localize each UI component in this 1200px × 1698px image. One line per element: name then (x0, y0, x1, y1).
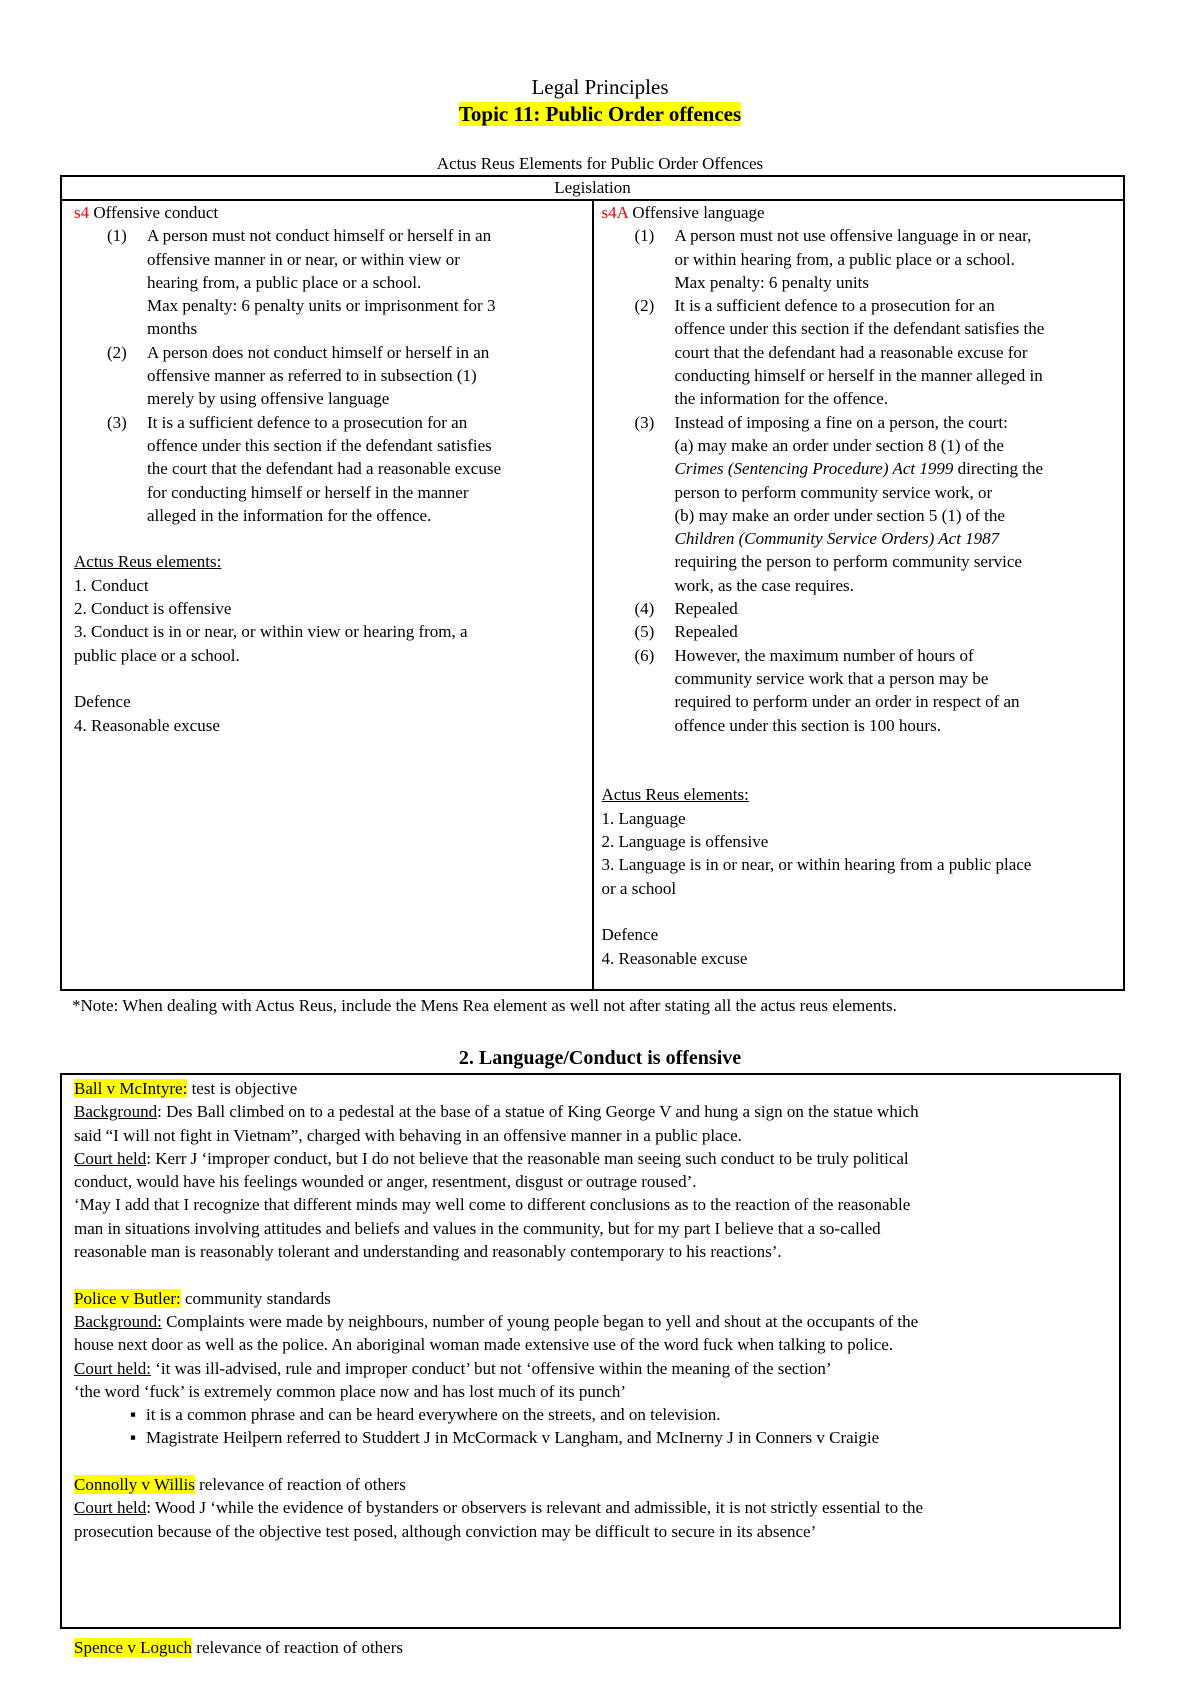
text-line: prosecution because of the objective test posed, although conviction may be difficult to secure in its absence’ (74, 1521, 817, 1541)
text-line: offence under this section if the defendant satisfies the (674, 319, 1045, 339)
subsection-number: (1) (107, 226, 127, 246)
legislation-header-row (61, 176, 1124, 200)
case-tag: community standards (180, 1288, 331, 1308)
s4a-defence-heading: Defence (601, 925, 659, 945)
bullet-item (74, 1426, 1119, 1449)
text-line: Max penalty: 6 penalty units or imprisonment for 3 (147, 296, 496, 316)
text-line: offensive manner in or near, or within view or (147, 249, 460, 269)
text-line: (b) may make an order under section 5 (1) of the (674, 505, 1005, 525)
bullet-icon: ▪ (130, 1428, 137, 1448)
s4-subsections (74, 224, 587, 527)
bullet-text: it is a common phrase and can be heard everywhere on the streets, and on television. (146, 1405, 721, 1425)
s4a-subsections (602, 224, 1119, 737)
s4-subsection-2 (74, 341, 587, 411)
text-line: A person must not use offensive language in or near, (674, 226, 1032, 246)
text-line: Instead of imposing a fine on a person, the court: (674, 412, 1008, 432)
bullet-icon: ▪ (130, 1405, 137, 1425)
s4a-subsection-6 (602, 644, 1119, 737)
bullet-text: Magistrate Heilpern referred to Studdert J in McCormack v Langham, and McInerny J in Conners v Craigie (146, 1428, 880, 1448)
case-court-held (74, 1147, 1119, 1170)
text-fragment: : Wood J ‘while the evidence of bystanders or observers is relevant and admissible, it is not strictly essential to the (146, 1498, 924, 1518)
s4-heading (74, 201, 587, 224)
s4-actus-reus-item: 1. Conduct (74, 575, 149, 595)
act-title: Children (Community Service Orders) Act 1987 (674, 529, 1000, 549)
topic-title (0, 101, 1200, 127)
topic-title-highlight: Topic 11: Public Order offences (458, 102, 742, 126)
s4-heading-text: Offensive conduct (89, 203, 219, 222)
text-fragment: directing the (953, 459, 1044, 479)
text-line: However, the maximum number of hours of (674, 645, 974, 665)
text-line: house next door as well as the police. An aboriginal woman made extensive use of the word fuck when talking to police. (74, 1335, 894, 1355)
court-held-label: Court held (74, 1498, 147, 1518)
s4-section-ref: s4 (74, 203, 90, 222)
legislation-body-row (61, 200, 1124, 990)
text-line: work, as the case requires. (674, 575, 854, 595)
s4-subsection-1 (74, 224, 587, 340)
case-tag: relevance of reaction of others (194, 1475, 406, 1495)
note: *Note: When dealing with Actus Reus, include the Mens Rea element as well not after stating all the actus reus elements. (72, 996, 897, 1015)
text-line: (a) may make an order under section 8 (1) of the (674, 435, 1004, 455)
s4a-subsection-5 (602, 620, 1119, 643)
text-fragment: Complaints were made by neighbours, number of young people began to yell and shout at the occupants of the (161, 1311, 919, 1331)
subsection-number: (2) (107, 342, 127, 362)
subsection-number: (2) (634, 296, 655, 316)
text-fragment: ‘it was ill-advised, rule and improper conduct’ but not ‘offensive within the meaning of the section’ (150, 1358, 832, 1378)
s4-actus-reus-heading: Actus Reus elements: (74, 552, 222, 572)
case-police-v-butler (74, 1287, 1119, 1310)
subsection-number: (4) (634, 599, 655, 619)
s4-cell (61, 200, 593, 990)
s4a-actus-reus-item: 2. Language is offensive (601, 832, 769, 852)
s4a-subsection-1 (602, 224, 1119, 294)
text-line: offence under this section if the defendant satisfies (147, 435, 492, 455)
case-name: Police v Butler: (74, 1288, 181, 1308)
s4a-actus-reus-heading: Actus Reus elements: (601, 785, 749, 805)
s4a-subsection-4 (602, 597, 1119, 620)
text-line: or within hearing from, a public place or a school. (674, 249, 1015, 269)
text-fragment: : Kerr J ‘improper conduct, but I do not believe that the reasonable man seeing such conduct to be truly political (146, 1148, 909, 1168)
court-held-label: Court held (74, 1148, 147, 1168)
text-line: Max penalty: 6 penalty units (674, 272, 870, 292)
text-line: court that the defendant had a reasonable excuse for (674, 342, 1028, 362)
case-background (74, 1100, 1119, 1123)
text-line: person to perform community service work, or (674, 482, 993, 502)
subsection-number: (3) (107, 412, 127, 432)
s4a-actus-reus-item: 3. Language is in or near, or within hearing from a public place (601, 855, 1032, 875)
text-line: the court that the defendant had a reasonable excuse (147, 459, 502, 479)
text-line: It is a sufficient defence to a prosecution for an (147, 412, 468, 432)
text-line: man in situations involving attitudes and beliefs and values in the community, but for my part I believe that a so-called (74, 1218, 881, 1238)
s4a-actus-reus-item: or a school (601, 878, 677, 898)
legislation-header: Legislation (61, 176, 1124, 200)
s4a-cell (593, 200, 1125, 990)
text-line: offensive manner as referred to in subsection (1) (147, 366, 477, 386)
s4-subsection-3 (74, 411, 587, 527)
document-title: Legal Principles (531, 75, 669, 99)
text-line (675, 457, 1119, 480)
case-background (74, 1310, 1119, 1333)
case-tag: relevance of reaction of others (192, 1638, 404, 1658)
text-line: the information for the offence. (674, 389, 889, 409)
s4a-subsection-2 (602, 294, 1119, 410)
s4a-defence-item: 4. Reasonable excuse (601, 948, 748, 968)
text-line: reasonable man is reasonably tolerant and understanding and reasonably contemporary to his reactions’. (74, 1242, 782, 1262)
text-line: It is a sufficient defence to a prosecution for an (674, 296, 995, 316)
subsection-number: (5) (634, 622, 655, 642)
bullet-item (74, 1403, 1119, 1426)
s4-actus-reus-item: public place or a school. (74, 645, 240, 665)
case-name: Spence v Loguch (74, 1638, 193, 1658)
text-line: said “I will not fight in Vietnam”, charged with behaving in an offensive manner in a public place. (74, 1125, 742, 1145)
table-caption: Actus Reus Elements for Public Order Offences (436, 154, 764, 173)
case-tag: test is objective (187, 1079, 298, 1098)
text-line: A person does not conduct himself or herself in an (147, 342, 490, 362)
text-line: conduct, would have his feelings wounded or anger, resentment, disgust or outrage roused’. (74, 1172, 697, 1192)
bullet-list (74, 1403, 1119, 1450)
s4a-section-ref: s4A (601, 203, 628, 222)
text-line: conducting himself or herself in the manner alleged in (674, 366, 1043, 386)
s4a-heading-text: Offensive language (627, 203, 765, 222)
text-line: ‘May I add that I recognize that different minds may well come to different conclusions as to the reaction of the reasonable (74, 1195, 911, 1215)
subsection-number: (3) (634, 412, 655, 432)
s4a-subsection-3 (602, 411, 1119, 597)
case-court-held (74, 1357, 1119, 1380)
case-spence-v-loguch (74, 1636, 1119, 1659)
text-line: community service work that a person may be (674, 668, 989, 688)
text-line: ‘the word ‘fuck’ is extremely common place now and has lost much of its punch’ (74, 1381, 627, 1401)
s4-actus-reus-item: 3. Conduct is in or near, or within view or hearing from, a (74, 622, 468, 642)
text-line: alleged in the information for the offence. (147, 505, 432, 525)
text-line: requiring the person to perform community service (674, 552, 1022, 572)
text-line: months (147, 319, 198, 339)
text-line: for conducting himself or herself in the manner (147, 482, 469, 502)
s4a-heading (602, 201, 1119, 224)
case-name: Ball v McIntyre: (74, 1079, 188, 1098)
case-court-held (74, 1496, 1119, 1519)
text-line: merely by using offensive language (147, 389, 390, 409)
subsection-number: (6) (634, 645, 655, 665)
text-line: required to perform under an order in respect of an (674, 692, 1020, 712)
court-held-label: Court held: (74, 1358, 151, 1378)
s4a-actus-reus-item: 1. Language (601, 808, 686, 828)
section-2-title: 2. Language/Conduct is offensive (458, 1047, 742, 1069)
s4-actus-reus-item: 2. Conduct is offensive (74, 599, 232, 619)
text-line: Repealed (674, 622, 738, 642)
case-ball-v-mcintyre (74, 1077, 1119, 1100)
case-name: Connolly v Willis (74, 1475, 195, 1495)
s4-defence-item: 4. Reasonable excuse (74, 715, 220, 735)
cases-box (60, 1073, 1121, 1658)
act-title: Crimes (Sentencing Procedure) Act 1999 (674, 459, 954, 479)
subsection-number: (1) (634, 226, 655, 246)
text-line: offence under this section is 100 hours. (674, 715, 941, 735)
case-connolly-v-willis (74, 1473, 1119, 1496)
legislation-table (60, 175, 1125, 991)
background-label: Background (74, 1102, 158, 1122)
text-line: Repealed (674, 599, 738, 619)
text-fragment: : Des Ball climbed on to a pedestal at the base of a statue of King George V and hung a sign on the statue which (157, 1102, 919, 1122)
s4-defence-heading: Defence (74, 692, 131, 712)
text-line: A person must not conduct himself or herself in an (147, 226, 492, 246)
background-label: Background: (74, 1311, 162, 1331)
text-line: hearing from, a public place or a school. (147, 272, 422, 292)
